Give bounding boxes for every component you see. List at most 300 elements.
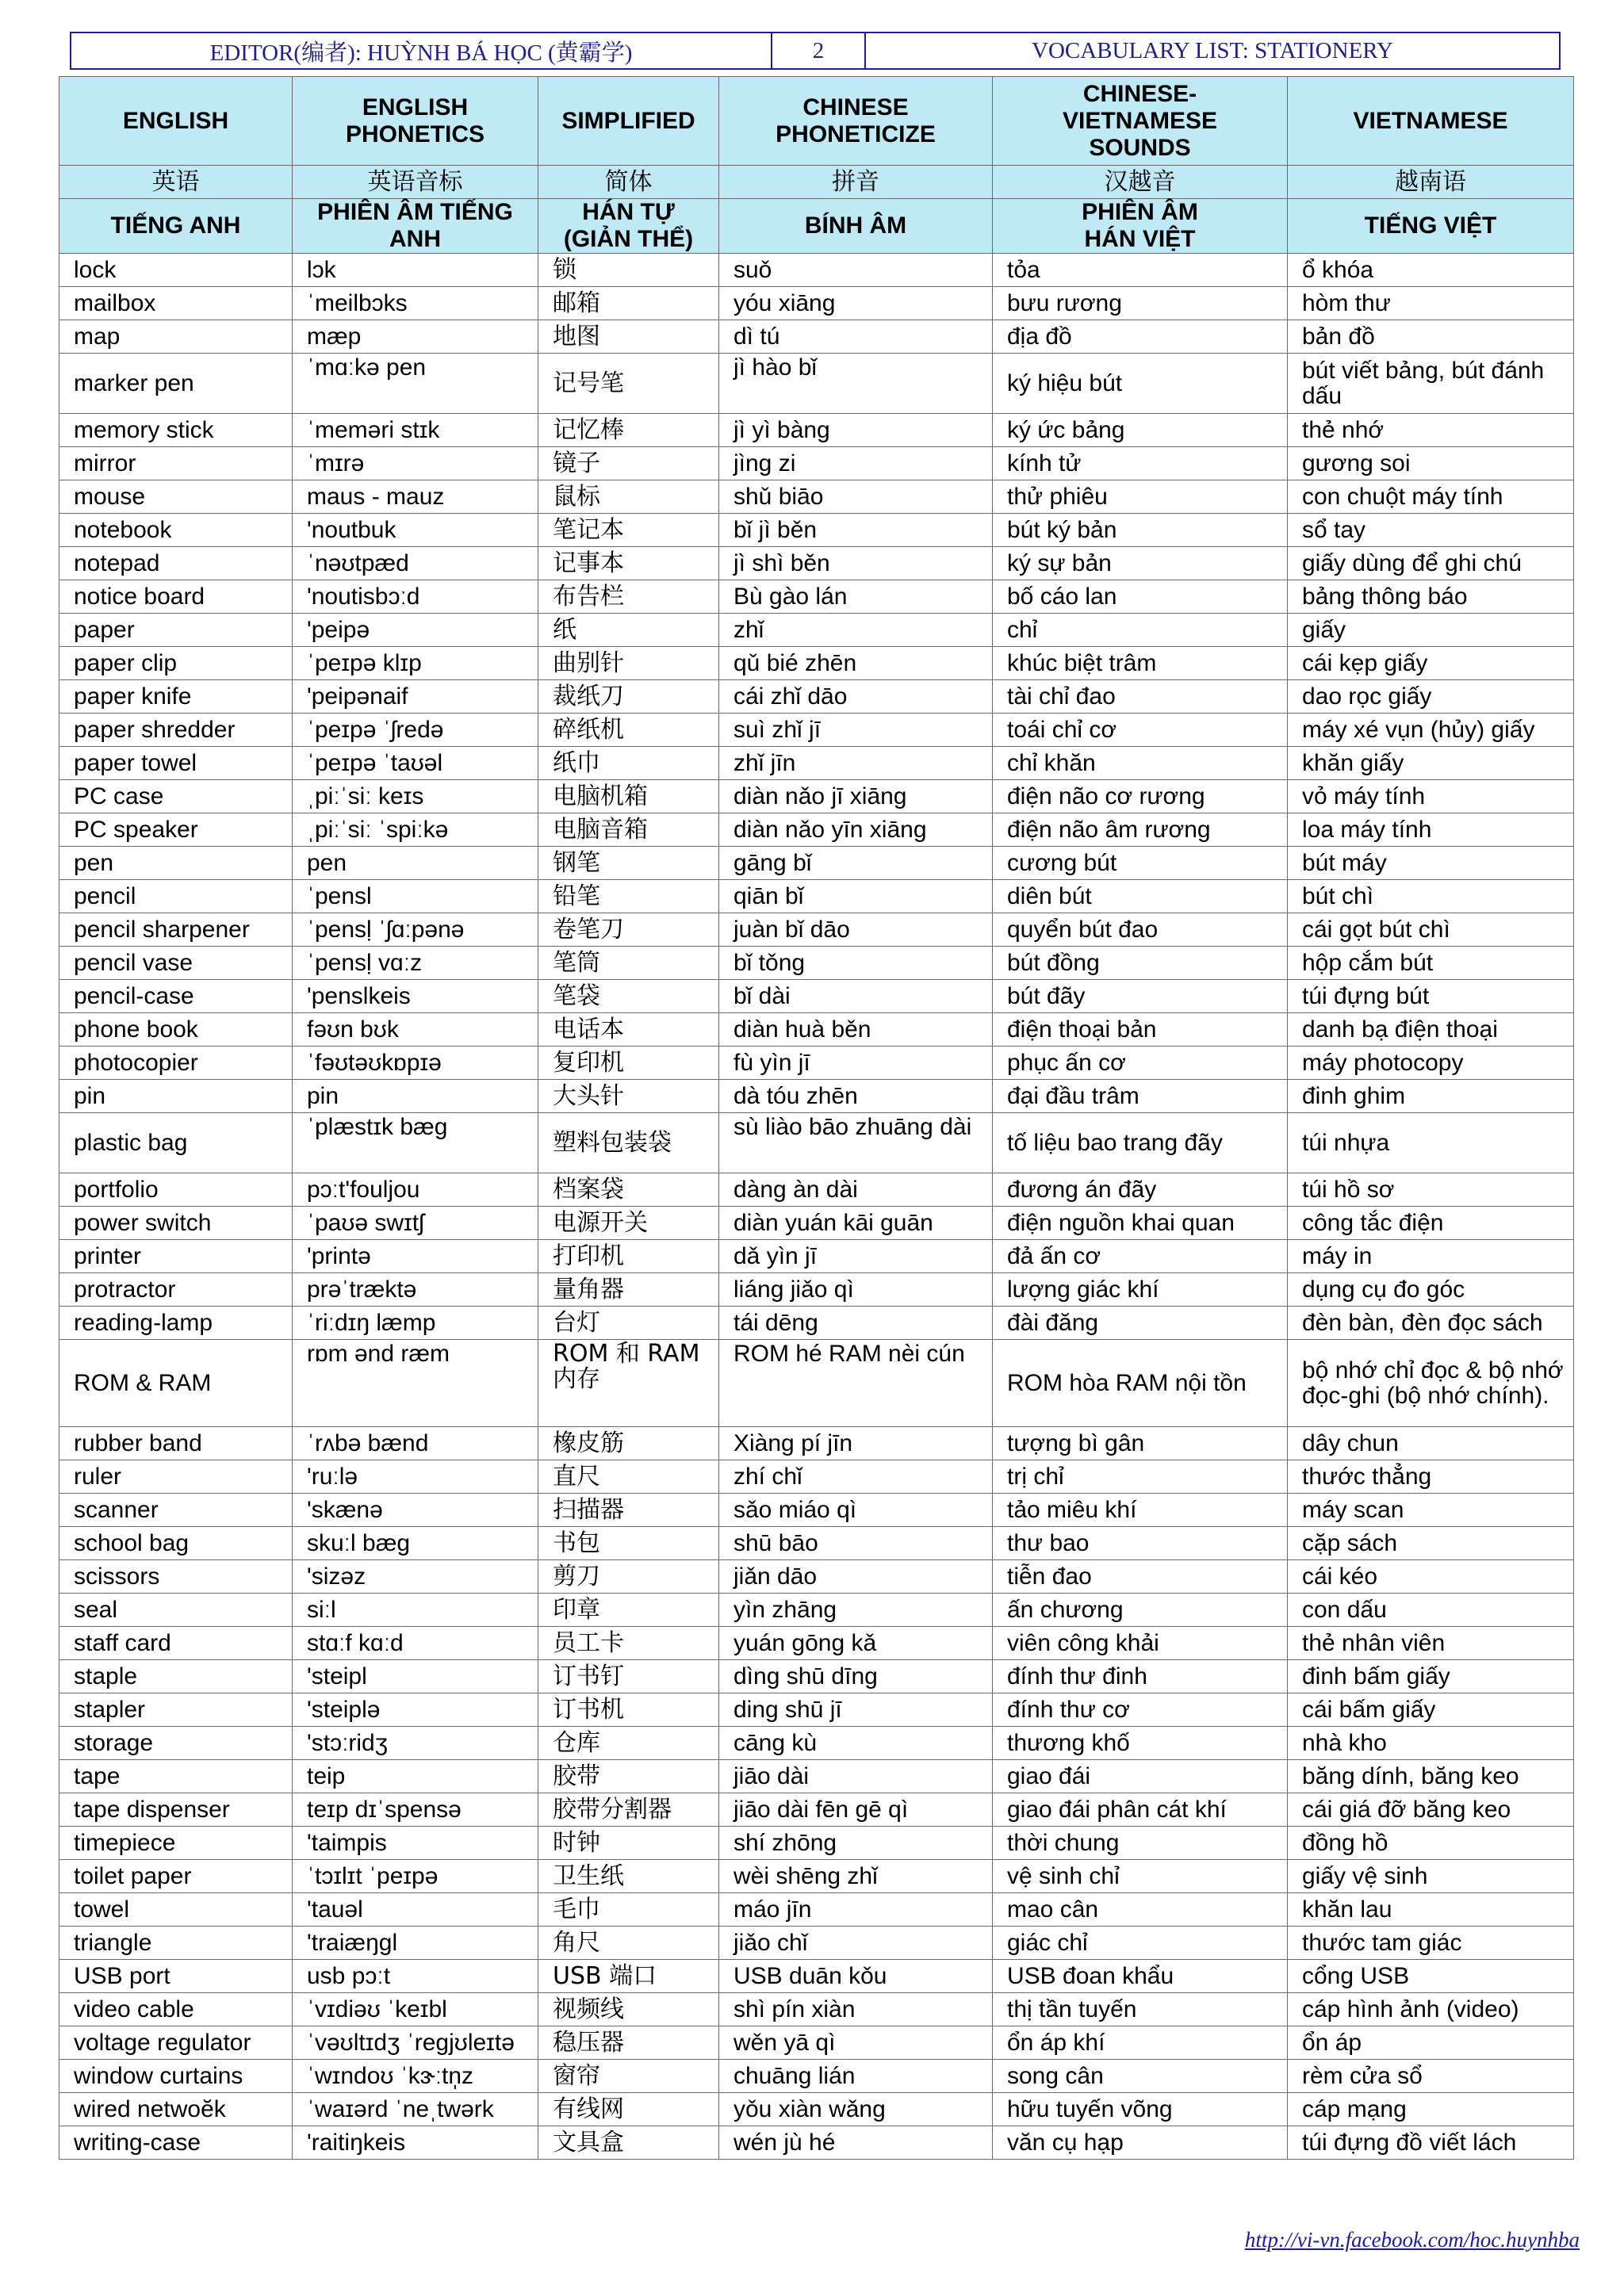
cell-english: PC speaker [59, 813, 293, 847]
cell-simplified: 曲别针 [538, 647, 719, 680]
cell-vietnamese: dây chun [1288, 1427, 1574, 1460]
cell-vietnamese: cặp sách [1288, 1527, 1574, 1560]
cell-sino-vietnamese: cương bút [993, 847, 1288, 880]
vocabulary-row [59, 1460, 1574, 1494]
cell-vietnamese: ổn áp [1288, 2026, 1574, 2060]
vocabulary-row [59, 980, 1574, 1013]
cell-english-phonetics: 'printə [293, 1240, 538, 1273]
vocabulary-table [59, 76, 1574, 2160]
cell-chinese-phoneticize: Xiàng pí jīn [719, 1427, 993, 1460]
cell-simplified: 文具盒 [538, 2126, 719, 2160]
cell-english: pen [59, 847, 293, 880]
vocabulary-row [59, 1273, 1574, 1307]
cell-simplified: 记事本 [538, 547, 719, 580]
vocabulary-row [59, 1594, 1574, 1627]
cell-vietnamese: ổ khóa [1288, 254, 1574, 287]
cell-english-phonetics: mæp [293, 320, 538, 354]
cell-sino-vietnamese: đính thư cơ [993, 1693, 1288, 1727]
cell-vietnamese: máy xé vụn (hủy) giấy [1288, 714, 1574, 747]
cell-english-phonetics: 'sizəz [293, 1560, 538, 1594]
cell-english: storage [59, 1727, 293, 1760]
cell-vietnamese: dao rọc giấy [1288, 680, 1574, 714]
cell-english-phonetics: 'traiæŋgl [293, 1927, 538, 1960]
cell-sino-vietnamese: đại đầu trâm [993, 1080, 1288, 1113]
cell-chinese-phoneticize: sǎo miáo qì [719, 1494, 993, 1527]
cell-english-phonetics: skuːl bæg [293, 1527, 538, 1560]
vocabulary-row [59, 1340, 1574, 1427]
cell-english-phonetics: ˈpeɪpə klɪp [293, 647, 538, 680]
cell-sino-vietnamese: điện não âm rương [993, 813, 1288, 847]
cell-vietnamese: loa máy tính [1288, 813, 1574, 847]
vocabulary-row [59, 1560, 1574, 1594]
vocabulary-row [59, 1860, 1574, 1893]
cell-chinese-phoneticize: yìn zhāng [719, 1594, 993, 1627]
cell-english-phonetics: teɪp dɪˈspensə [293, 1793, 538, 1827]
cell-simplified: 复印机 [538, 1047, 719, 1080]
column-header-chinese-phoneticize: 拼音 [719, 166, 993, 199]
cell-sino-vietnamese: ký sự bản [993, 547, 1288, 580]
vocabulary-row [59, 1080, 1574, 1113]
cell-simplified: 鼠标 [538, 480, 719, 514]
column-header-vietnamese: VIETNAMESE [1288, 77, 1574, 166]
cell-simplified: 视频线 [538, 1993, 719, 2026]
column-header-sino-vietnamese: CHINESE- VIETNAMESE SOUNDS [993, 77, 1288, 166]
cell-chinese-phoneticize: diàn nǎo jī xiāng [719, 780, 993, 813]
cell-vietnamese: con chuột máy tính [1288, 480, 1574, 514]
vocabulary-row [59, 780, 1574, 813]
cell-english-phonetics: 'noutbuk [293, 514, 538, 547]
cell-english: paper shredder [59, 714, 293, 747]
cell-simplified: 印章 [538, 1594, 719, 1627]
column-header-english: ENGLISH [59, 77, 293, 166]
cell-english-phonetics: ˈpaʊə swɪtʃ [293, 1207, 538, 1240]
cell-english-phonetics: ˈvɪdiəʊ ˈkeɪbl [293, 1993, 538, 2026]
cell-simplified: 笔袋 [538, 980, 719, 1013]
cell-chinese-phoneticize: shí zhōng [719, 1827, 993, 1860]
cell-sino-vietnamese: phục ấn cơ [993, 1047, 1288, 1080]
cell-english: marker pen [59, 354, 293, 414]
cell-simplified: 铅笔 [538, 880, 719, 913]
vocabulary-row [59, 847, 1574, 880]
cell-english: photocopier [59, 1047, 293, 1080]
cell-sino-vietnamese: ROM hòa RAM nội tồn [993, 1340, 1288, 1427]
cell-english-phonetics: 'peipənaif [293, 680, 538, 714]
cell-sino-vietnamese: tỏa [993, 254, 1288, 287]
cell-english-phonetics: ˈplæstɪk bæg [293, 1113, 538, 1173]
cell-english: tape dispenser [59, 1793, 293, 1827]
cell-chinese-phoneticize: shǔ biāo [719, 480, 993, 514]
cell-chinese-phoneticize: sù liào bāo zhuāng dài [719, 1113, 993, 1173]
cell-sino-vietnamese: tài chỉ đao [993, 680, 1288, 714]
cell-simplified: ROM 和 RAM 内存 [538, 1340, 719, 1427]
cell-english: mirror [59, 447, 293, 480]
cell-chinese-phoneticize: dǎ yìn jī [719, 1240, 993, 1273]
vocabulary-row [59, 320, 1574, 354]
cell-english: paper towel [59, 747, 293, 780]
cell-english: towel [59, 1893, 293, 1927]
cell-vietnamese: túi hồ sơ [1288, 1173, 1574, 1207]
cell-chinese-phoneticize: yóu xiāng [719, 287, 993, 320]
vocabulary-row [59, 1827, 1574, 1860]
cell-sino-vietnamese: trị chỉ [993, 1460, 1288, 1494]
cell-english: pencil vase [59, 947, 293, 980]
cell-chinese-phoneticize: juàn bǐ dāo [719, 913, 993, 947]
cell-english-phonetics: 'skænə [293, 1494, 538, 1527]
cell-english-phonetics: ˈwaɪərd ˈneˌtwərk [293, 2093, 538, 2126]
cell-simplified: 塑料包装袋 [538, 1113, 719, 1173]
cell-english: memory stick [59, 414, 293, 447]
cell-simplified: 电话本 [538, 1013, 719, 1047]
cell-vietnamese: cái gọt bút chì [1288, 913, 1574, 947]
cell-vietnamese: thước thẳng [1288, 1460, 1574, 1494]
cell-simplified: 电脑音箱 [538, 813, 719, 847]
cell-chinese-phoneticize: jì yì bàng [719, 414, 993, 447]
cell-english-phonetics: maus - mauz [293, 480, 538, 514]
cell-english-phonetics: 'peipə [293, 614, 538, 647]
column-header-vietnamese: TIẾNG VIỆT [1288, 199, 1574, 254]
column-header-chinese-phoneticize: BÍNH ÂM [719, 199, 993, 254]
cell-chinese-phoneticize: jiāo dài fēn gē qì [719, 1793, 993, 1827]
cell-simplified: 胶带分割器 [538, 1793, 719, 1827]
cell-english-phonetics: teip [293, 1760, 538, 1793]
cell-simplified: 胶带 [538, 1760, 719, 1793]
cell-simplified: 笔筒 [538, 947, 719, 980]
cell-sino-vietnamese: giao đái [993, 1760, 1288, 1793]
cell-simplified: 档案袋 [538, 1173, 719, 1207]
cell-sino-vietnamese: mao cân [993, 1893, 1288, 1927]
cell-chinese-phoneticize: diàn nǎo yīn xiāng [719, 813, 993, 847]
cell-english-phonetics: ˌpiːˈsiː keɪs [293, 780, 538, 813]
cell-vietnamese: công tắc điện [1288, 1207, 1574, 1240]
cell-english: toilet paper [59, 1860, 293, 1893]
vocabulary-row [59, 414, 1574, 447]
column-header-simplified: 简体 [538, 166, 719, 199]
cell-vietnamese: cổng USB [1288, 1960, 1574, 1993]
cell-sino-vietnamese: thương khố [993, 1727, 1288, 1760]
cell-chinese-phoneticize: jiāo dài [719, 1760, 993, 1793]
cell-english-phonetics: siːl [293, 1594, 538, 1627]
cell-english-phonetics: 'raitiŋkeis [293, 2126, 538, 2160]
cell-sino-vietnamese: đính thư đinh [993, 1660, 1288, 1693]
cell-simplified: 布告栏 [538, 580, 719, 614]
header-row-chinese [59, 166, 1574, 199]
page-header [70, 32, 1561, 70]
cell-english-phonetics: ˈmɑːkə pen [293, 354, 538, 414]
cell-vietnamese: cáp hình ảnh (video) [1288, 1993, 1574, 2026]
cell-chinese-phoneticize: jìng zi [719, 447, 993, 480]
cell-english: mailbox [59, 287, 293, 320]
cell-english-phonetics: 'noutisbɔːd [293, 580, 538, 614]
header-row-english [59, 77, 1574, 166]
vocabulary-row [59, 2060, 1574, 2093]
cell-chinese-phoneticize: tái dēng [719, 1307, 993, 1340]
cell-english-phonetics: 'steipl [293, 1660, 538, 1693]
cell-english-phonetics: stɑːf kɑːd [293, 1627, 538, 1660]
cell-vietnamese: danh bạ điện thoại [1288, 1013, 1574, 1047]
cell-english: scanner [59, 1494, 293, 1527]
cell-chinese-phoneticize: Bù gào lán [719, 580, 993, 614]
vocabulary-body [59, 254, 1574, 2160]
vocabulary-row [59, 1047, 1574, 1080]
list-title: VOCABULARY LIST: STATIONERY [1032, 37, 1393, 63]
cell-sino-vietnamese: ký ức bảng [993, 414, 1288, 447]
cell-sino-vietnamese: bút đồng [993, 947, 1288, 980]
cell-simplified: 窗帘 [538, 2060, 719, 2093]
cell-simplified: 卫生纸 [538, 1860, 719, 1893]
cell-sino-vietnamese: chỉ khăn [993, 747, 1288, 780]
cell-sino-vietnamese: tố liệu bao trang đãy [993, 1113, 1288, 1173]
cell-chinese-phoneticize: zhǐ jīn [719, 747, 993, 780]
cell-english: voltage regulator [59, 2026, 293, 2060]
cell-sino-vietnamese: bưu rương [993, 287, 1288, 320]
cell-chinese-phoneticize: shì pín xiàn [719, 1993, 993, 2026]
cell-simplified: 卷笔刀 [538, 913, 719, 947]
cell-vietnamese: bản đồ [1288, 320, 1574, 354]
vocabulary-row [59, 1207, 1574, 1240]
cell-vietnamese: hộp cắm bút [1288, 947, 1574, 980]
cell-vietnamese: thước tam giác [1288, 1927, 1574, 1960]
cell-chinese-phoneticize: cái zhǐ dāo [719, 680, 993, 714]
vocabulary-row [59, 447, 1574, 480]
cell-sino-vietnamese: kính tử [993, 447, 1288, 480]
cell-vietnamese: dụng cụ đo góc [1288, 1273, 1574, 1307]
vocabulary-row [59, 1494, 1574, 1527]
cell-english: ruler [59, 1460, 293, 1494]
vocabulary-row [59, 947, 1574, 980]
cell-english: tape [59, 1760, 293, 1793]
cell-simplified: 直尺 [538, 1460, 719, 1494]
cell-vietnamese: cái kẹp giấy [1288, 647, 1574, 680]
cell-chinese-phoneticize: dì tú [719, 320, 993, 354]
cell-chinese-phoneticize: diàn yuán kāi guān [719, 1207, 993, 1240]
column-header-english-phonetics: ENGLISH PHONETICS [293, 77, 538, 166]
cell-english: writing-case [59, 2126, 293, 2160]
cell-english: protractor [59, 1273, 293, 1307]
vocabulary-row [59, 580, 1574, 614]
cell-simplified: 剪刀 [538, 1560, 719, 1594]
column-header-simplified: SIMPLIFIED [538, 77, 719, 166]
column-header-sino-vietnamese: PHIÊN ÂM HÁN VIỆT [993, 199, 1288, 254]
cell-chinese-phoneticize: liáng jiǎo qì [719, 1273, 993, 1307]
cell-english: ROM & RAM [59, 1340, 293, 1427]
vocabulary-row [59, 880, 1574, 913]
vocabulary-row [59, 1760, 1574, 1793]
cell-sino-vietnamese: đài đăng [993, 1307, 1288, 1340]
cell-english-phonetics: 'stɔːridʒ [293, 1727, 538, 1760]
cell-english-phonetics: ˈmɪrə [293, 447, 538, 480]
cell-chinese-phoneticize: dàng àn dài [719, 1173, 993, 1207]
cell-sino-vietnamese: thị tần tuyến [993, 1993, 1288, 2026]
cell-sino-vietnamese: giác chỉ [993, 1927, 1288, 1960]
cell-english-phonetics: 'tauəl [293, 1893, 538, 1927]
cell-english: reading-lamp [59, 1307, 293, 1340]
cell-simplified: 订书钉 [538, 1660, 719, 1693]
cell-simplified: 仓库 [538, 1727, 719, 1760]
cell-english: pencil sharpener [59, 913, 293, 947]
cell-chinese-phoneticize: bǐ tǒng [719, 947, 993, 980]
cell-sino-vietnamese: quyển bút đao [993, 913, 1288, 947]
cell-english: wired netwoĕk [59, 2093, 293, 2126]
cell-simplified: 员工卡 [538, 1627, 719, 1660]
cell-english-phonetics: pen [293, 847, 538, 880]
cell-english: mouse [59, 480, 293, 514]
cell-chinese-phoneticize: bǐ jì běn [719, 514, 993, 547]
cell-english-phonetics: ˈriːdɪŋ læmp [293, 1307, 538, 1340]
cell-sino-vietnamese: đả ấn cơ [993, 1240, 1288, 1273]
cell-english: window curtains [59, 2060, 293, 2093]
cell-simplified: 记忆棒 [538, 414, 719, 447]
cell-sino-vietnamese: văn cụ hạp [993, 2126, 1288, 2160]
vocabulary-row [59, 680, 1574, 714]
cell-sino-vietnamese: vệ sinh chỉ [993, 1860, 1288, 1893]
cell-english: school bag [59, 1527, 293, 1560]
vocabulary-row [59, 1793, 1574, 1827]
cell-sino-vietnamese: bút đãy [993, 980, 1288, 1013]
cell-vietnamese: hòm thư [1288, 287, 1574, 320]
vocabulary-row [59, 514, 1574, 547]
cell-vietnamese: gương soi [1288, 447, 1574, 480]
vocabulary-row [59, 1307, 1574, 1340]
cell-chinese-phoneticize: jì shì běn [719, 547, 993, 580]
cell-english-phonetics: ˈpensḷ vɑːz [293, 947, 538, 980]
cell-english: plastic bag [59, 1113, 293, 1173]
cell-vietnamese: đồng hồ [1288, 1827, 1574, 1860]
cell-sino-vietnamese: giao đái phân cát khí [993, 1793, 1288, 1827]
cell-english-phonetics: ˈpeɪpə ˈʃredə [293, 714, 538, 747]
vocabulary-row [59, 2026, 1574, 2060]
cell-sino-vietnamese: viên công khải [993, 1627, 1288, 1660]
vocabulary-row [59, 480, 1574, 514]
cell-english: paper clip [59, 647, 293, 680]
cell-simplified: 碎纸机 [538, 714, 719, 747]
cell-sino-vietnamese: hữu tuyến võng [993, 2093, 1288, 2126]
cell-chinese-phoneticize: yuán gōng kǎ [719, 1627, 993, 1660]
vocabulary-row [59, 254, 1574, 287]
cell-vietnamese: đinh bấm giấy [1288, 1660, 1574, 1693]
cell-vietnamese: giấy [1288, 614, 1574, 647]
cell-english: pencil-case [59, 980, 293, 1013]
cell-simplified: 毛巾 [538, 1893, 719, 1927]
cell-simplified: 量角器 [538, 1273, 719, 1307]
cell-sino-vietnamese: tảo miêu khí [993, 1494, 1288, 1527]
cell-vietnamese: giấy dùng để ghi chú [1288, 547, 1574, 580]
cell-english-phonetics: fəʊn bʊk [293, 1013, 538, 1047]
cell-chinese-phoneticize: qǔ bié zhēn [719, 647, 993, 680]
cell-sino-vietnamese: chỉ [993, 614, 1288, 647]
cell-simplified: 镜子 [538, 447, 719, 480]
cell-english-phonetics: ˈfəʊtəʊkɒpɪə [293, 1047, 538, 1080]
vocabulary-row [59, 647, 1574, 680]
cell-chinese-phoneticize: chuāng lián [719, 2060, 993, 2093]
cell-vietnamese: băng dính, băng keo [1288, 1760, 1574, 1793]
cell-english-phonetics: prəˈtræktə [293, 1273, 538, 1307]
cell-english: notepad [59, 547, 293, 580]
cell-vietnamese: máy photocopy [1288, 1047, 1574, 1080]
cell-simplified: 角尺 [538, 1927, 719, 1960]
cell-sino-vietnamese: thư bao [993, 1527, 1288, 1560]
cell-simplified: 大头针 [538, 1080, 719, 1113]
cell-sino-vietnamese: bố cáo lan [993, 580, 1288, 614]
vocabulary-row [59, 1660, 1574, 1693]
cell-simplified: 打印机 [538, 1240, 719, 1273]
cell-sino-vietnamese: tiễn đao [993, 1560, 1288, 1594]
vocabulary-row [59, 614, 1574, 647]
cell-vietnamese: máy scan [1288, 1494, 1574, 1527]
cell-vietnamese: khăn giấy [1288, 747, 1574, 780]
cell-english: video cable [59, 1993, 293, 2026]
cell-english: USB port [59, 1960, 293, 1993]
column-header-vietnamese: 越南语 [1288, 166, 1574, 199]
cell-chinese-phoneticize: máo jīn [719, 1893, 993, 1927]
column-header-sino-vietnamese: 汉越音 [993, 166, 1288, 199]
cell-english: staff card [59, 1627, 293, 1660]
cell-english-phonetics: ˈrʌbə bænd [293, 1427, 538, 1460]
vocabulary-row [59, 1113, 1574, 1173]
cell-chinese-phoneticize: ding shū jī [719, 1693, 993, 1727]
cell-chinese-phoneticize: USB duān kǒu [719, 1960, 993, 1993]
cell-vietnamese: con dấu [1288, 1594, 1574, 1627]
vocabulary-row [59, 2126, 1574, 2160]
cell-simplified: 稳压器 [538, 2026, 719, 2060]
cell-sino-vietnamese: khúc biệt trâm [993, 647, 1288, 680]
cell-english: pencil [59, 880, 293, 913]
cell-vietnamese: bảng thông báo [1288, 580, 1574, 614]
vocabulary-row [59, 913, 1574, 947]
cell-english: portfolio [59, 1173, 293, 1207]
vocabulary-row [59, 354, 1574, 414]
cell-chinese-phoneticize: yǒu xiàn wǎng [719, 2093, 993, 2126]
cell-sino-vietnamese: ấn chương [993, 1594, 1288, 1627]
cell-english: notice board [59, 580, 293, 614]
cell-vietnamese: vỏ máy tính [1288, 780, 1574, 813]
cell-vietnamese: khăn lau [1288, 1893, 1574, 1927]
cell-vietnamese: bút máy [1288, 847, 1574, 880]
vocabulary-row [59, 1013, 1574, 1047]
cell-chinese-phoneticize: zhí chǐ [719, 1460, 993, 1494]
cell-chinese-phoneticize: bǐ dài [719, 980, 993, 1013]
vocabulary-row [59, 547, 1574, 580]
cell-vietnamese: cái giá đỡ băng keo [1288, 1793, 1574, 1827]
vocabulary-row [59, 287, 1574, 320]
vocabulary-row [59, 2093, 1574, 2126]
cell-vietnamese: cáp mạng [1288, 2093, 1574, 2126]
cell-simplified: 有线网 [538, 2093, 719, 2126]
cell-simplified: 电源开关 [538, 1207, 719, 1240]
cell-vietnamese: nhà kho [1288, 1727, 1574, 1760]
cell-english: staple [59, 1660, 293, 1693]
cell-english: rubber band [59, 1427, 293, 1460]
cell-simplified: USB 端口 [538, 1960, 719, 1993]
facebook-link[interactable]: http://vi-vn.facebook.com/hoc.huynhba [1244, 2228, 1580, 2252]
cell-chinese-phoneticize: wèi shēng zhǐ [719, 1860, 993, 1893]
cell-vietnamese: túi nhựa [1288, 1113, 1574, 1173]
column-header-simplified: HÁN TỰ (GIẢN THỂ) [538, 199, 719, 254]
cell-chinese-phoneticize: jiǎn dāo [719, 1560, 993, 1594]
cell-vietnamese: bút chì [1288, 880, 1574, 913]
cell-english-phonetics: ˈnəʊtpæd [293, 547, 538, 580]
cell-english-phonetics: pin [293, 1080, 538, 1113]
vocabulary-row [59, 1240, 1574, 1273]
column-header-english-phonetics: 英语音标 [293, 166, 538, 199]
cell-chinese-phoneticize: dìng shū dīng [719, 1660, 993, 1693]
vocabulary-row [59, 1960, 1574, 1993]
cell-english: pin [59, 1080, 293, 1113]
cell-chinese-phoneticize: suǒ [719, 254, 993, 287]
cell-simplified: 台灯 [538, 1307, 719, 1340]
cell-english: map [59, 320, 293, 354]
cell-english-phonetics: 'penslkeis [293, 980, 538, 1013]
cell-sino-vietnamese: USB đoan khẩu [993, 1960, 1288, 1993]
